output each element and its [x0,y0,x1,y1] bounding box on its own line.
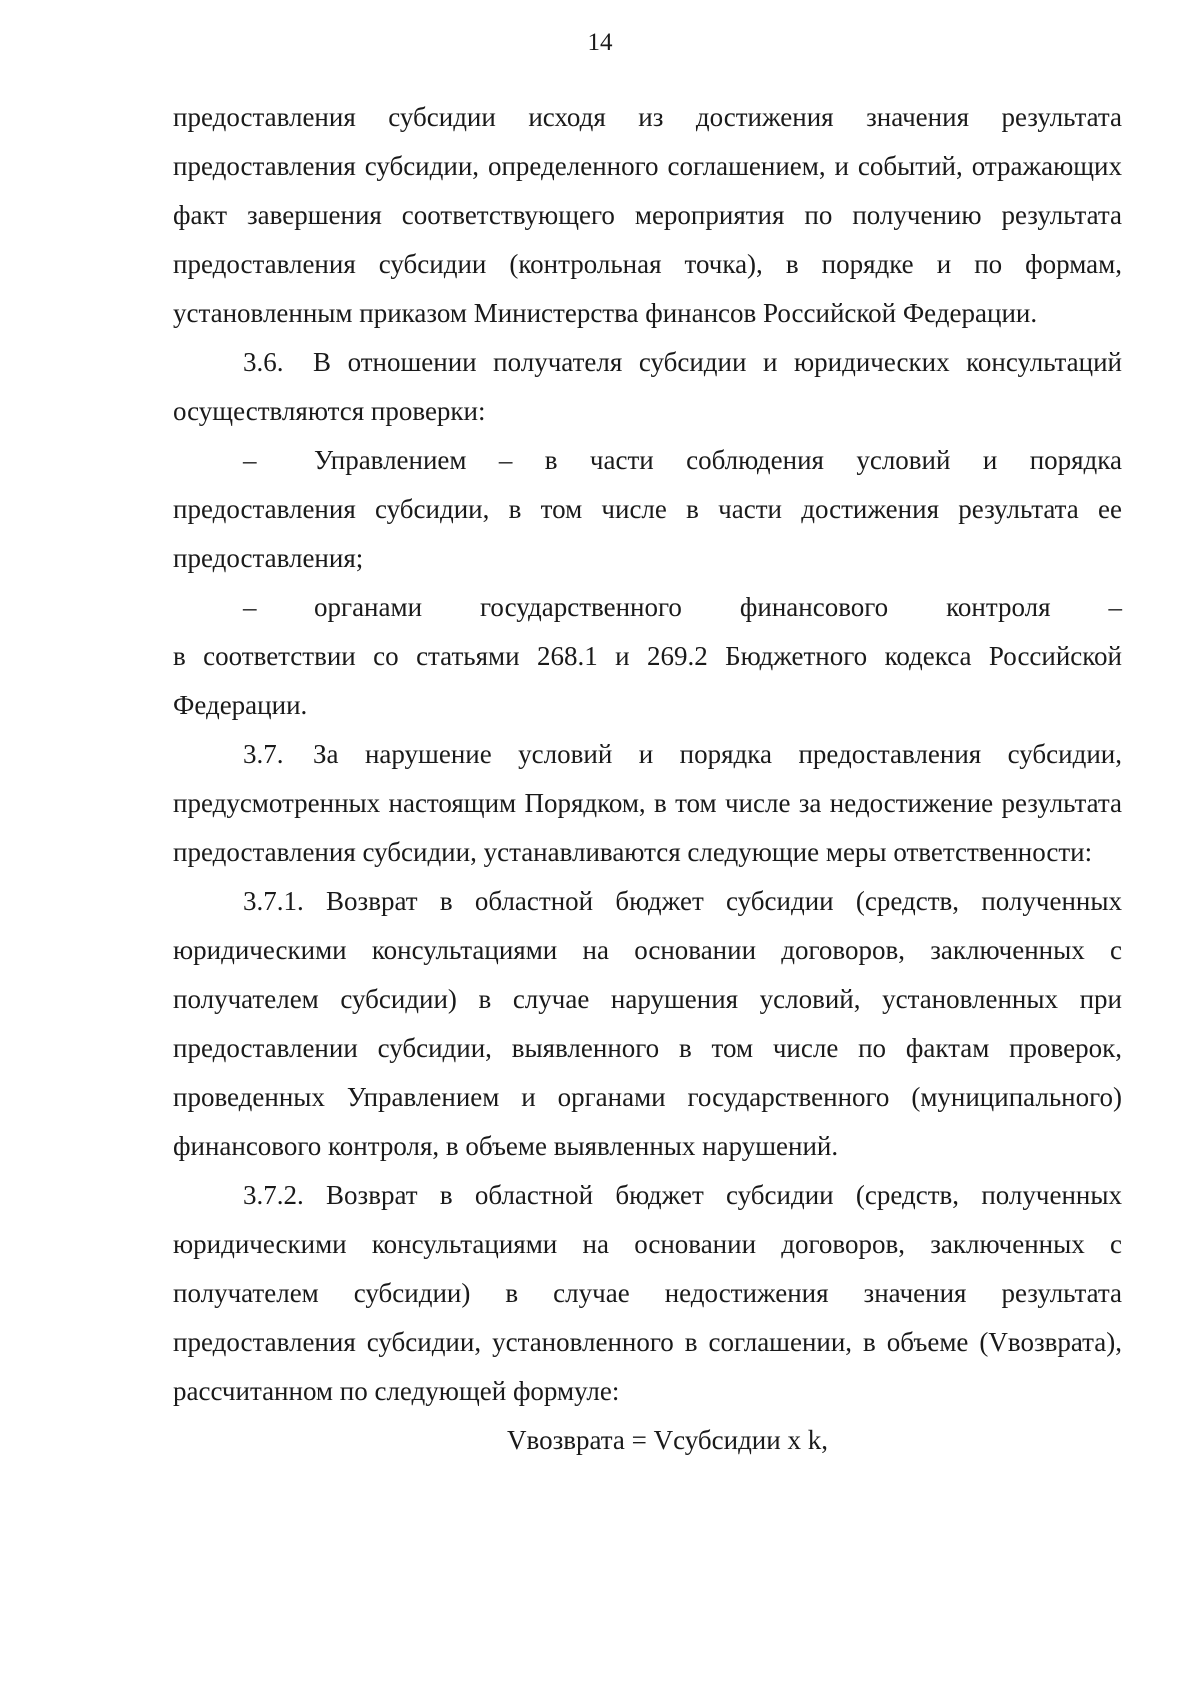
clause-text: В отношении получателя субсидии и юридических консультаций осуществляются проверки: [173,347,1122,426]
list-item-management [173,436,1122,583]
paragraph-3-6 [173,338,1122,436]
paragraph-3-7-1: 3.7.1. Возврат в областной бюджет субсидии (средств, полученных юридическими консультациями на основании договоров, заключенных с получателем субсидии) в случае нарушения условий, установленных при предоставлении субсидии, выявленного в том числе по фактам проверок, проведенных Управлением и органами государственного (муниципального) финансового контроля, в объеме выявленных нарушений. [173,886,1122,1161]
list-item-text: Управлением – в части соблюдения условий и порядка предоставления субсидии, в том числе в части достижения результата ее предоставления; [173,445,1122,573]
clause-number: 3.7. [243,739,284,769]
document-body [173,93,1122,1465]
paragraph-continuation: предоставления субсидии исходя из достижения значения результата предоставления субсидии, определенного соглашением, и событий, отражающих факт завершения соответствующего мероприятия по получению результата предоставления субсидии (контрольная точка), в порядке и по формам, установленным приказом Министерства финансов Российской Федерации. [173,102,1122,328]
formula: Vвозврата = Vсубсидии x k, [507,1425,828,1455]
dash-marker: – [243,445,257,475]
paragraph-3-7-2: 3.7.2. Возврат в областной бюджет субсидии (средств, полученных юридическими консультациями на основании договоров, заключенных с получателем субсидии) в случае недостижения значения результата предоставления субсидии, установленного в соглашении, в объеме (Vвозврата), рассчитанном по следующей формуле: [173,1180,1122,1406]
list-item-control-bodies-rest: в соответствии со статьями 268.1 и 269.2 Бюджетного кодекса Российской Федерации. [173,641,1122,720]
paragraph-3-7 [173,730,1122,877]
dash-marker: – [243,592,257,622]
page-number: 14 [587,29,613,56]
list-item-control-bodies-line [173,583,1122,632]
clause-text: За нарушение условий и порядка предоставления субсидии, предусмотренных настоящим Порядком, в том числе за недостижение результата предоставления субсидии, устанавливаются следующие меры ответственности: [173,739,1122,867]
list-item-text: органами государственного финансового контроля – [314,592,1122,622]
clause-number: 3.6. [243,347,284,377]
